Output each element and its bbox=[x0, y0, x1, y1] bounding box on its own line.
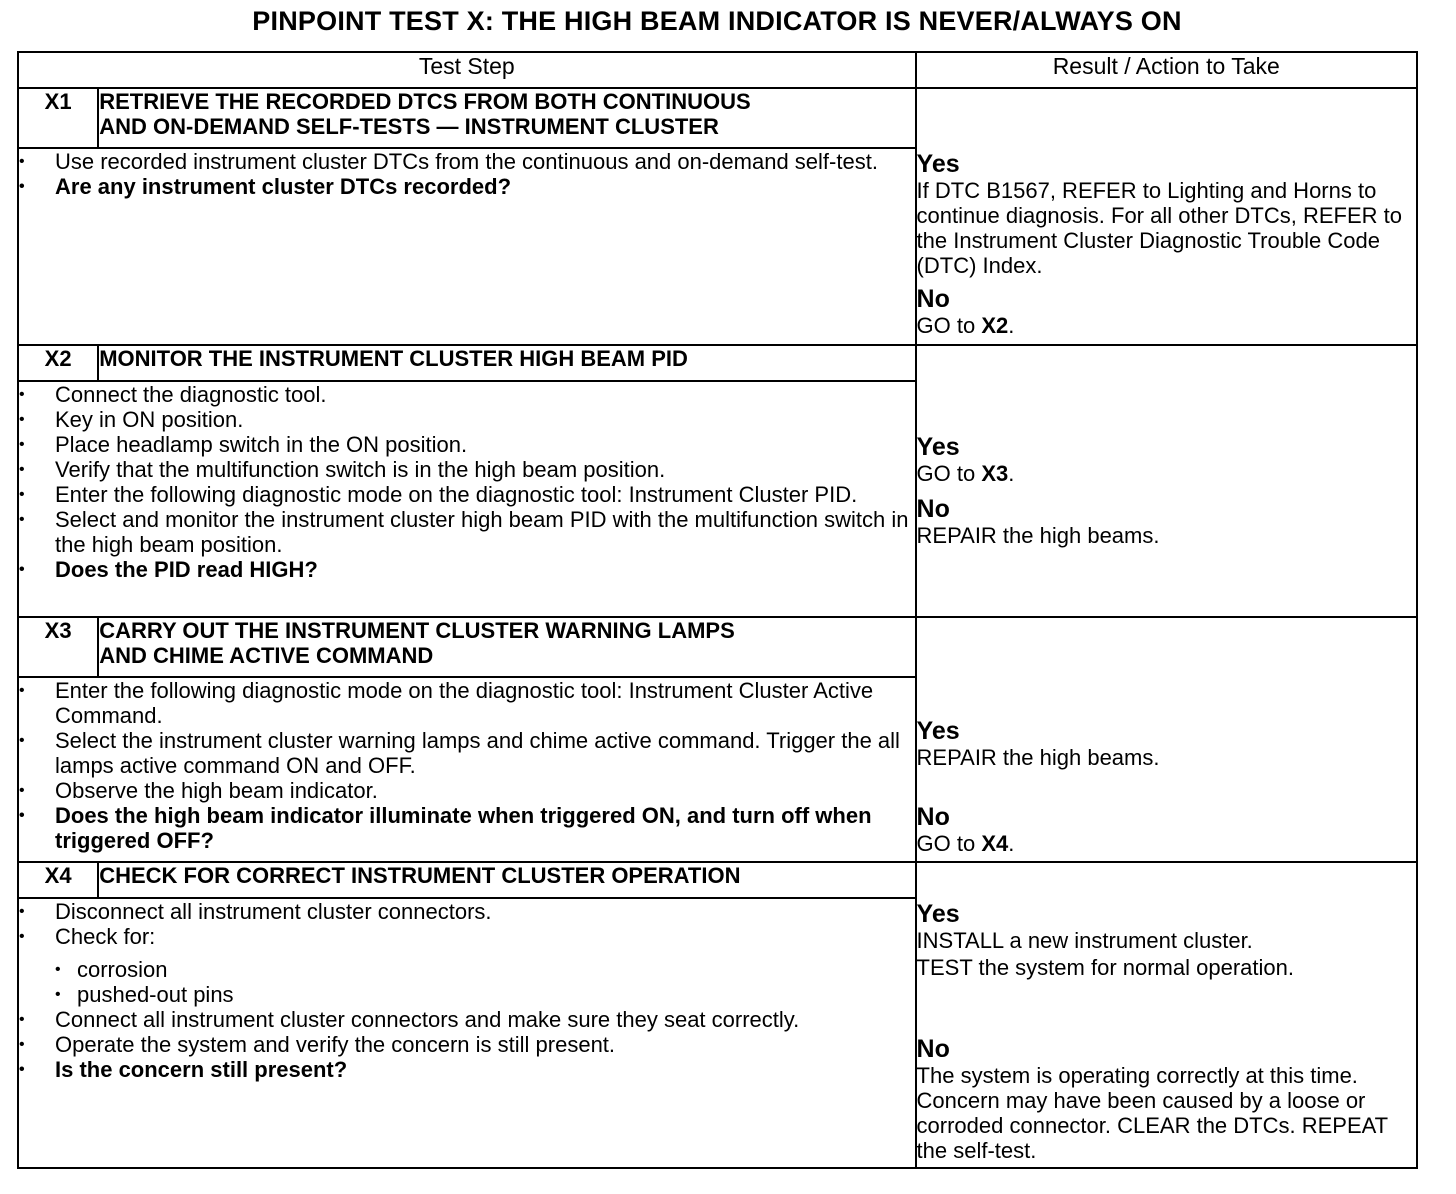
step-x3-title-row bbox=[18, 617, 1417, 677]
no-action-text: . bbox=[1008, 313, 1015, 338]
no-action: REPAIR the high beams. bbox=[916, 523, 1160, 548]
yes-label: Yes bbox=[916, 717, 960, 745]
bullet-item: • Operate the system and verify the concern is still present. bbox=[19, 1032, 915, 1057]
yes-label: Yes bbox=[916, 150, 960, 178]
step-body bbox=[18, 898, 916, 1168]
no-action-text: GO to bbox=[916, 831, 982, 856]
step-title-line: CHECK FOR CORRECT INSTRUMENT CLUSTER OPERATION bbox=[99, 863, 741, 888]
step-x4-result bbox=[916, 862, 1417, 1168]
page-title: PINPOINT TEST X: THE HIGH BEAM INDICATOR IS NEVER/ALWAYS ON bbox=[252, 6, 1182, 36]
bullet-question: • Does the PID read HIGH? bbox=[19, 557, 915, 582]
no-label: No bbox=[916, 285, 950, 313]
yes-action: TEST the system for normal operation. bbox=[916, 955, 1294, 980]
bullet-question: • Are any instrument cluster DTCs recorded? bbox=[19, 174, 915, 199]
no-action-text: GO to bbox=[916, 313, 982, 338]
yes-action-text: GO to bbox=[916, 461, 982, 486]
bullet-list bbox=[19, 149, 915, 199]
bullet-question: • Is the concern still present? bbox=[19, 1057, 915, 1082]
bullet-question: • Does the high beam indicator illuminate when triggered ON, and turn off when triggered OFF? bbox=[19, 803, 915, 853]
step-body bbox=[18, 381, 916, 617]
bullet-item: • Select the instrument cluster warning lamps and chime active command. Trigger the all lamps active command ON and OFF. bbox=[19, 728, 915, 778]
bullet-item: • Enter the following diagnostic mode on the diagnostic tool: Instrument Cluster Active Command. bbox=[19, 678, 915, 728]
bullet-item: • Disconnect all instrument cluster connectors. bbox=[19, 899, 915, 924]
step-reference-link[interactable]: X2 bbox=[981, 313, 1009, 338]
yes-action bbox=[917, 461, 1416, 486]
header-row bbox=[18, 52, 1417, 88]
step-x3-result bbox=[916, 617, 1417, 862]
step-body bbox=[18, 148, 916, 345]
step-x2-title-row bbox=[18, 345, 1417, 381]
bullet-item: • Key in ON position. bbox=[19, 407, 915, 432]
sub-bullet-list bbox=[55, 957, 915, 1007]
bullet-item: • Place headlamp switch in the ON position. bbox=[19, 432, 915, 457]
bullet-item: • Verify that the multifunction switch is in the high beam position. bbox=[19, 457, 915, 482]
step-title-line: AND ON-DEMAND SELF-TESTS — INSTRUMENT CLUSTER bbox=[99, 114, 719, 139]
step-body bbox=[18, 677, 916, 862]
bullet-list bbox=[19, 899, 915, 1082]
pinpoint-test-table bbox=[17, 51, 1418, 1169]
step-title bbox=[98, 345, 915, 381]
no-action-text: . bbox=[1008, 831, 1015, 856]
yes-label: Yes bbox=[916, 900, 960, 928]
no-label: No bbox=[916, 495, 950, 523]
no-action bbox=[917, 313, 1416, 338]
step-title-line: AND CHIME ACTIVE COMMAND bbox=[99, 643, 434, 668]
step-title bbox=[98, 88, 915, 148]
bullet-item: • Enter the following diagnostic mode on the diagnostic tool: Instrument Cluster PID. bbox=[19, 482, 915, 507]
no-label: No bbox=[916, 803, 950, 831]
step-reference-link[interactable]: X4 bbox=[981, 831, 1009, 856]
yes-action: If DTC B1567, REFER to Lighting and Horns to continue diagnosis. For all other DTCs, REFER to the Instrument Cluster Diagnostic Trouble Code (DTC) Index. bbox=[916, 178, 1402, 278]
yes-label: Yes bbox=[916, 433, 960, 461]
bullet-item: • Use recorded instrument cluster DTCs from the continuous and on-demand self-test. bbox=[19, 149, 915, 174]
bullet-item: • Select and monitor the instrument cluster high beam PID with the multifunction switch in the high beam position. bbox=[19, 507, 915, 557]
no-action: The system is operating correctly at this time. Concern may have been caused by a loose or corroded connector. CLEAR the DTCs. REPEAT the self-test. bbox=[916, 1063, 1388, 1163]
bullet-item-text: Check for: bbox=[55, 924, 156, 949]
step-id: X3 bbox=[18, 617, 98, 677]
header-test-step: Test Step bbox=[18, 52, 916, 88]
step-x1-result bbox=[916, 88, 1417, 345]
step-title bbox=[98, 617, 915, 677]
no-action bbox=[917, 831, 1416, 856]
yes-action: INSTALL a new instrument cluster. bbox=[916, 928, 1253, 953]
step-title-line: MONITOR THE INSTRUMENT CLUSTER HIGH BEAM PID bbox=[99, 346, 688, 371]
no-label: No bbox=[916, 1035, 950, 1063]
step-x1-title-row bbox=[18, 88, 1417, 148]
step-x2-result bbox=[916, 345, 1417, 617]
header-result-action: Result / Action to Take bbox=[916, 52, 1417, 88]
bullet-item: • Connect the diagnostic tool. bbox=[19, 382, 915, 407]
step-title bbox=[98, 862, 915, 898]
step-id: X1 bbox=[18, 88, 98, 148]
bullet-item bbox=[19, 924, 915, 1007]
bullet-item: • Observe the high beam indicator. bbox=[19, 778, 915, 803]
sub-bullet-item: • pushed-out pins bbox=[55, 982, 915, 1007]
step-x4-title-row bbox=[18, 862, 1417, 898]
step-reference-link[interactable]: X3 bbox=[981, 461, 1009, 486]
bullet-list bbox=[19, 382, 915, 582]
yes-action-text: . bbox=[1008, 461, 1015, 486]
step-id: X4 bbox=[18, 862, 98, 898]
bullet-list bbox=[19, 678, 915, 853]
step-title-line: RETRIEVE THE RECORDED DTCS FROM BOTH CONTINUOUS bbox=[99, 89, 751, 114]
step-id: X2 bbox=[18, 345, 98, 381]
yes-action: REPAIR the high beams. bbox=[916, 745, 1160, 770]
step-title-line: CARRY OUT THE INSTRUMENT CLUSTER WARNING LAMPS bbox=[99, 618, 735, 643]
bullet-item: • Connect all instrument cluster connectors and make sure they seat correctly. bbox=[19, 1007, 915, 1032]
sub-bullet-item: • corrosion bbox=[55, 957, 915, 982]
